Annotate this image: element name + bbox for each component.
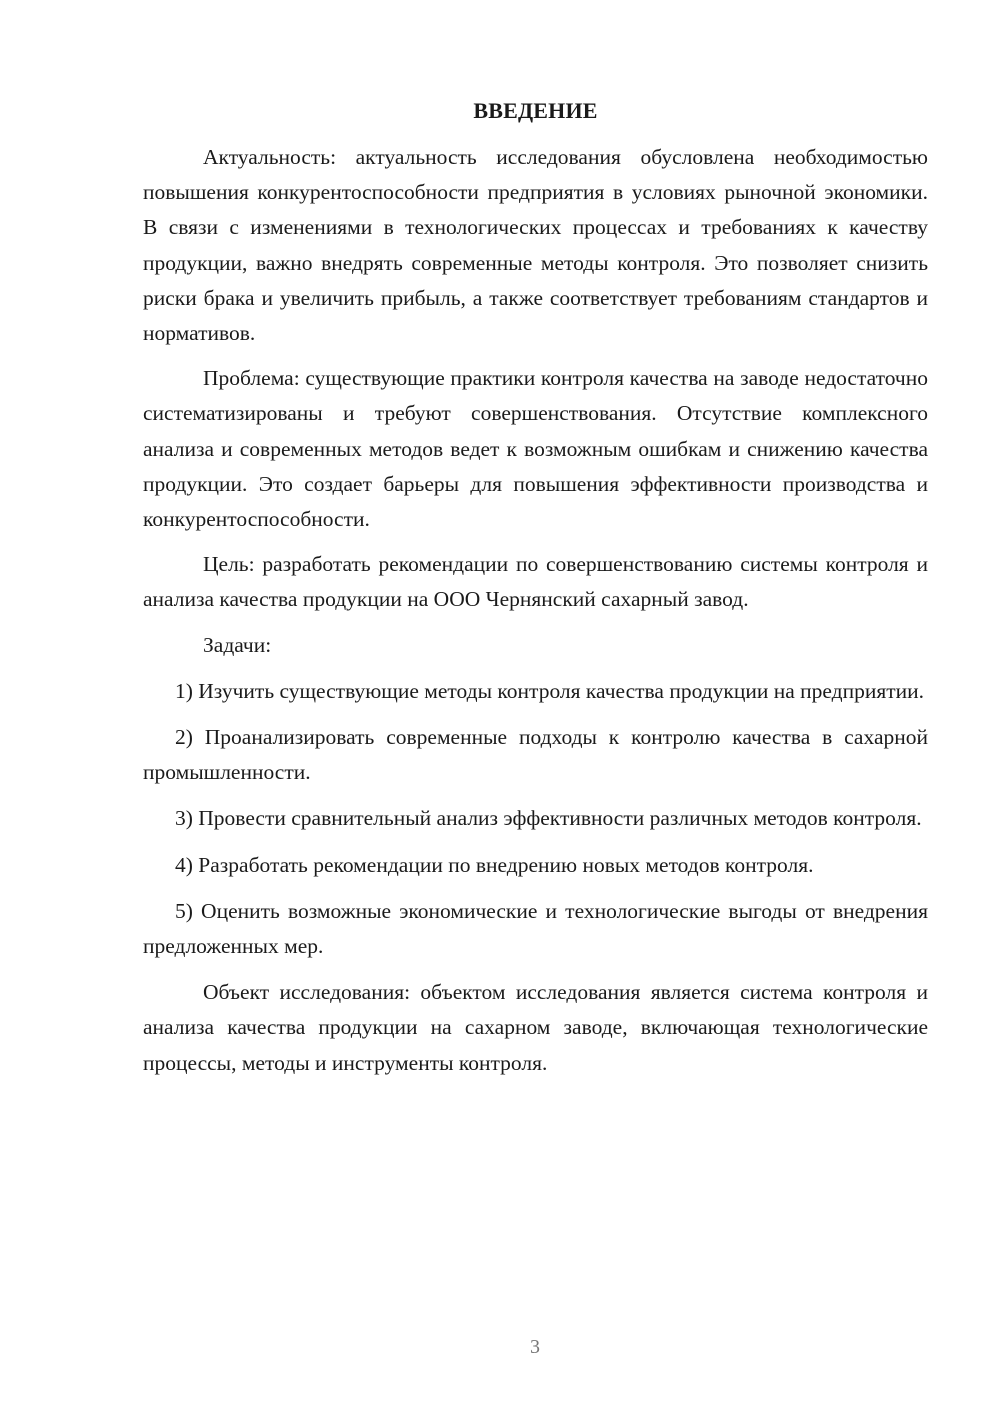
document-page xyxy=(143,94,928,1091)
tasks-label: Задачи: xyxy=(203,632,272,657)
problem-paragraph: Проблема: существующие практики контроля качества на заводе недостаточно систематизированы и требуют совершенствования. Отсутствие комплексного анализа и современных методов ведет к возможным ошибкам и снижению качества продукции. Это создает барьеры для повышения эффективности производства и конкурентоспособности. xyxy=(143,366,928,532)
object-paragraph: Объект исследования: объектом исследования является система контроля и анализа качества продукции на сахарном заводе, включающая технологические процессы, методы и инструменты контроля. xyxy=(143,980,928,1075)
task-item-5: 5) Оценить возможные экономические и технологические выгоды от внедрения предложенных мер. xyxy=(143,898,928,959)
task-item-4: 4) Разработать рекомендации по внедрению новых методов контроля. xyxy=(175,852,814,877)
goal-paragraph: Цель: разработать рекомендации по совершенствованию системы контроля и анализа качества продукции на ООО Чернянский сахарный завод. xyxy=(143,552,928,612)
relevance-paragraph: Актуальность: актуальность исследования обусловлена необходимостью повышения конкурентоспособности предприятия в условиях рыночной экономики. В связи с изменениями в технологических процессах и требованиях к качеству продукции, важно внедрять современные методы контроля. Это позволяет снизить риски брака и увеличить прибыль, а также соответствует требованиям стандартов и нормативов. xyxy=(143,145,928,346)
task-item-3: 3) Провести сравнительный анализ эффективности различных методов контроля. xyxy=(175,806,922,831)
task-item-2: 2) Проанализировать современные подходы к контролю качества в сахарной промышленности. xyxy=(143,725,928,785)
task-item-1: 1) Изучить существующие методы контроля качества продукции на предприятии. xyxy=(175,678,925,703)
section-heading: ВВЕДЕНИЕ xyxy=(473,98,598,123)
page-number: 3 xyxy=(530,1336,540,1358)
